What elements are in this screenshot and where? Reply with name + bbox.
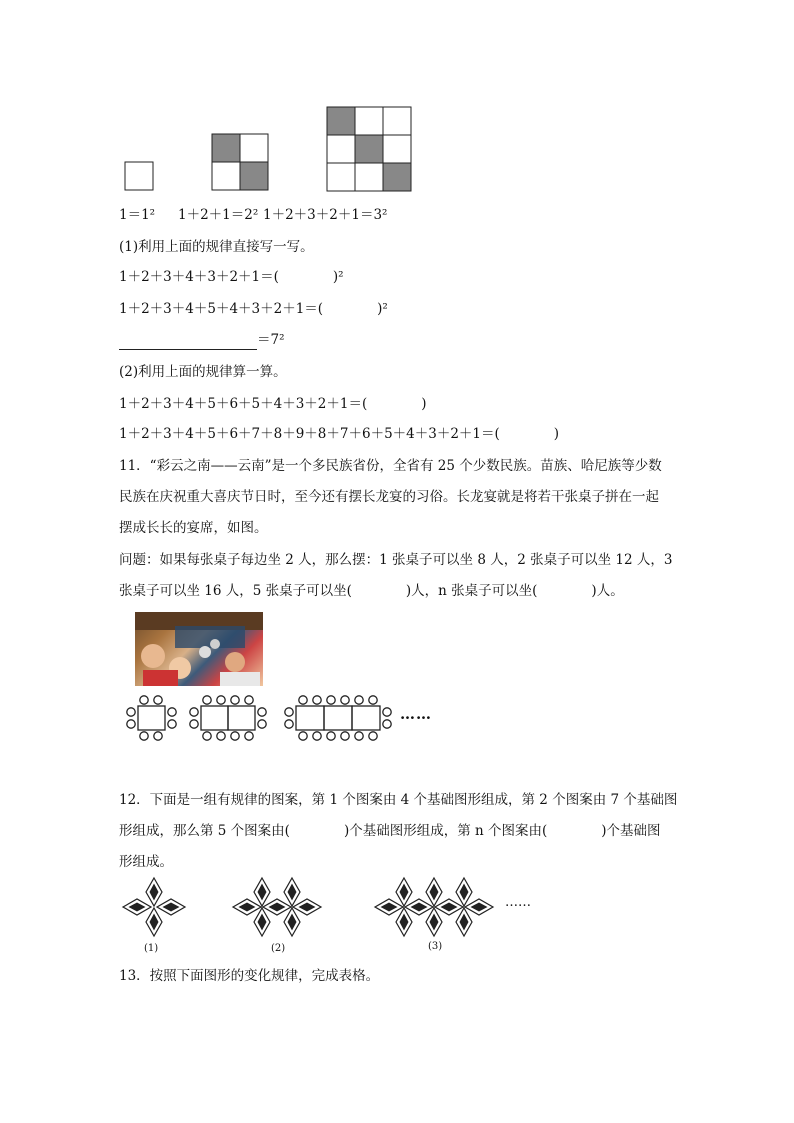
q11-line5: 张桌子可以坐 16 人，5 张桌子可以坐( )人，n 张桌子可以坐( )人。	[119, 583, 624, 599]
part1-title: (1)利用上面的规律直接写一写。	[119, 239, 314, 255]
q11-line2: 民族在庆祝重大喜庆节日时，至今还有摆长龙宴的习俗。长龙宴就是将若干张桌子拼在一起	[119, 489, 659, 505]
tables-ellipsis: ……	[400, 705, 432, 723]
diamond-ellipsis: ……	[505, 895, 531, 910]
square-grid-figure	[120, 105, 420, 195]
caption-1: (1)	[144, 943, 159, 954]
grid-3x3	[327, 107, 411, 191]
q12-line1: 12．下面是一组有规律的图案，第 1 个图案由 4 个基础图形组成，第 2 个图案由 7 个基础图	[119, 792, 678, 808]
part2-line1: 1＋2＋3＋4＋5＋6＋5＋4＋3＋2＋1＝( )	[119, 396, 427, 412]
banquet-photo	[135, 612, 263, 686]
q12-line2: 形组成，那么第 5 个图案由( )个基础图形组成，第 n 个图案由( )个基础图	[119, 823, 661, 839]
part1-line3: ＝7²	[119, 330, 285, 350]
banquet-photo-detail	[135, 612, 263, 686]
part1-line2: 1＋2＋3＋4＋5＋4＋3＋2＋1＝( )²	[119, 301, 388, 317]
diamond-pattern-1	[123, 878, 185, 936]
grid-1x1	[125, 162, 153, 190]
part1-line1: 1＋2＋3＋4＋3＋2＋1＝( )²	[119, 269, 344, 285]
q11-line3: 摆成长长的宴席，如图。	[119, 520, 268, 536]
q13-line1: 13．按照下面图形的变化规律，完成表格。	[119, 968, 380, 984]
table-group-2	[190, 696, 266, 740]
diamond-pattern-2	[233, 878, 321, 936]
q12-line3: 形组成。	[119, 854, 173, 870]
tables-figure	[125, 694, 415, 744]
caption-3: (3)	[428, 941, 443, 952]
part2-title: (2)利用上面的规律算一算。	[119, 364, 287, 380]
diamond-pattern-figure	[120, 876, 500, 940]
q11-line1: 11．“彩云之南——云南”是一个多民族省份，全省有 25 个少数民族。苗族、哈尼族等少数	[119, 458, 662, 474]
grid-2x2	[212, 134, 268, 190]
part2-line2: 1＋2＋3＋4＋5＋6＋7＋8＋9＋8＋7＋6＋5＋4＋3＋2＋1＝( )	[119, 426, 560, 442]
equation-2: 1＋2＋1＝2²	[178, 207, 259, 223]
answer-blank[interactable]	[119, 335, 257, 350]
q11-line4: 问题：如果每张桌子每边坐 2 人，那么摆：1 张桌子可以坐 8 人，2 张桌子可以坐 12 人，3	[119, 552, 673, 568]
equation-1: 1＝1²	[119, 207, 156, 223]
table-group-3	[285, 696, 391, 740]
equation-3: 1＋2＋3＋2＋1＝3²	[263, 207, 388, 223]
caption-2: (2)	[271, 943, 286, 954]
table-group-1	[127, 696, 176, 740]
diamond-pattern-3	[375, 878, 493, 936]
